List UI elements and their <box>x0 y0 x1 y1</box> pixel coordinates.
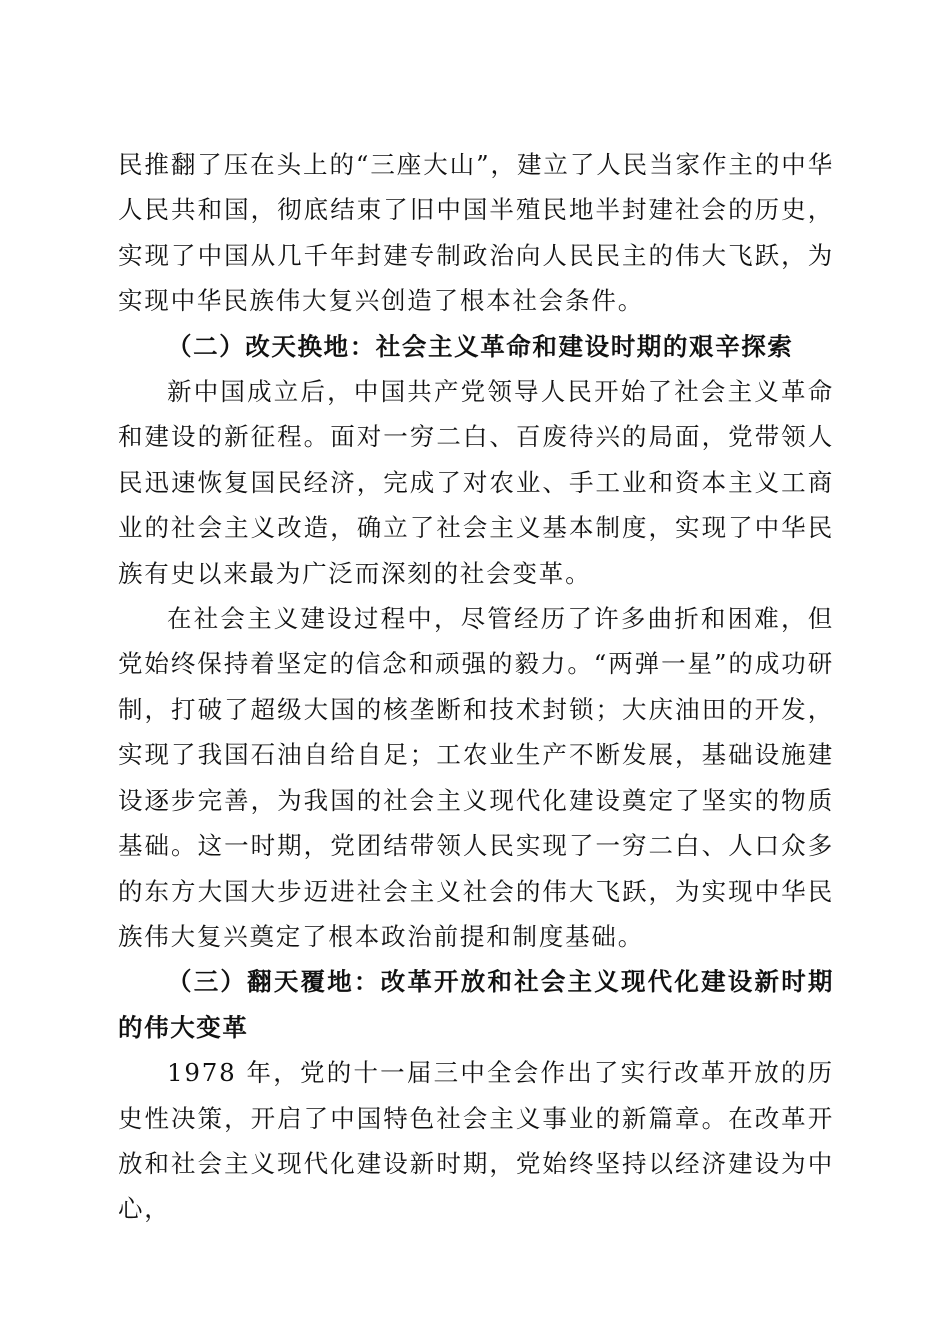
paragraph-new-china: 新中国成立后，中国共产党领导人民开始了社会主义革命和建设的新征程。面对一穷二白、百废待兴的局面，党带领人民迅速恢复国民经济，完成了对农业、手工业和资本主义工商业的社会主义改造，确立了社会主义基本制度，实现了中华民族有史以来最为广泛而深刻的社会变革。 <box>118 377 834 588</box>
paragraph-reform-opening: 1978 年，党的十一届三中全会作出了实行改革开放的历史性决策，开启了中国特色社会主义事业的新篇章。在改革开放和社会主义现代化建设新时期，党始终坚持以经济建设为中心， <box>118 1058 834 1224</box>
document-body <box>118 142 834 1232</box>
paragraph-continuation: 民推翻了压在头上的“三座大山”，建立了人民当家作主的中华人民共和国，彻底结束了旧中国半殖民地半封建社会的历史，实现了中国从几千年封建专制政治向人民民主的伟大飞跃，为实现中华民族伟大复兴创造了根本社会条件。 <box>118 150 834 316</box>
section-heading-3: （三）翻天覆地：改革开放和社会主义现代化建设新时期的伟大变革 <box>118 967 834 1042</box>
paragraph-socialist-construction: 在社会主义建设过程中，尽管经历了许多曲折和困难，但党始终保持着坚定的信念和顽强的毅力。“两弹一星”的成功研制，打破了超级大国的核垄断和技术封锁；大庆油田的开发，实现了我国石油自给自足；工农业生产不断发展，基础设施建设逐步完善，为我国的社会主义现代化建设奠定了坚实的物质基础。这一时期，党团结带领人民实现了一穷二白、人口众多的东方大国大步迈进社会主义社会的伟大飞跃，为实现中华民族伟大复兴奠定了根本政治前提和制度基础。 <box>118 604 834 951</box>
section-heading-2: （二）改天换地：社会主义革命和建设时期的艰辛探索 <box>167 331 794 361</box>
